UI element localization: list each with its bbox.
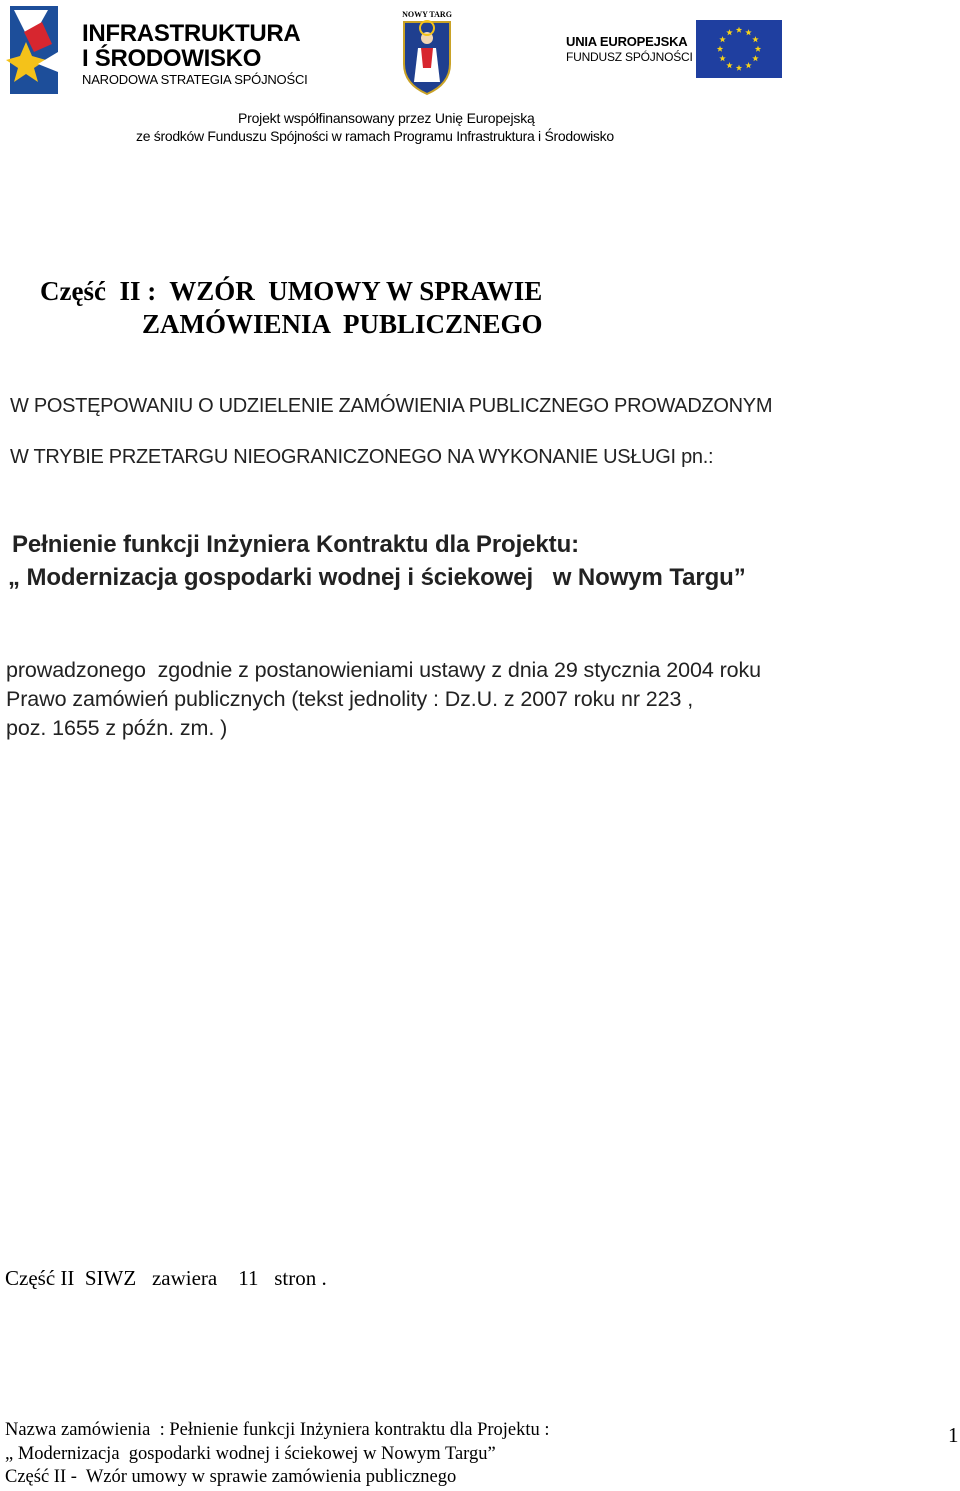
document-title-line1: Część II : WZÓR UMOWY W SPRAWIE: [40, 276, 543, 306]
procedure-line1: W POSTĘPOWANIU O UDZIELENIE ZAMÓWIENIA PUBLICZNEGO PROWADZONYM: [10, 395, 773, 417]
footer-line2: „ Modernizacja gospodarki wodnej i ściekowej w Nowym Targu”: [5, 1444, 496, 1464]
footer-line3: Część II - Wzór umowy w sprawie zamówienia publicznego: [5, 1467, 457, 1487]
logo-subtitle: NARODOWA STRATEGIA SPÓJNOŚCI: [82, 72, 308, 87]
cofinancing-line1: Projekt współfinansowany przez Unię Europejską: [238, 110, 535, 126]
eu-subtitle: FUNDUSZ SPÓJNOŚCI: [566, 50, 693, 64]
logo-title-line1: INFRASTRUKTURA: [82, 20, 301, 47]
eu-title: UNIA EUROPEJSKA: [566, 34, 688, 49]
eu-flag-icon: [696, 20, 782, 78]
legal-basis-line2: Prawo zamówień publicznych (tekst jednolity : Dz.U. z 2007 roku nr 223 ,: [6, 687, 694, 711]
footer-line1: Nazwa zamówienia : Pełnienie funkcji Inżyniera kontraktu dla Projektu :: [5, 1420, 550, 1440]
cofinancing-line2: ze środków Funduszu Spójności w ramach Programu Infrastruktura i Środowisko: [136, 128, 614, 144]
page-number: 1: [948, 1423, 959, 1447]
legal-basis-line3: poz. 1655 z późn. zm. ): [6, 716, 228, 740]
nss-star-logo-icon: [4, 2, 84, 98]
nowy-targ-label: NOWY TARG: [402, 10, 452, 19]
procedure-line2: W TRYBIE PRZETARGU NIEOGRANICZONEGO NA WYKONANIE USŁUGI pn.:: [10, 446, 714, 468]
pages-count-note: Część II SIWZ zawiera 11 stron .: [5, 1266, 327, 1290]
legal-basis-line1: prowadzonego zgodnie z postanowieniami ustawy z dnia 29 stycznia 2004 roku: [6, 658, 762, 682]
nowy-targ-coat-of-arms-icon: [398, 8, 456, 96]
subject-line2: „ Modernizacja gospodarki wodnej i ściekowej w Nowym Targu”: [8, 564, 746, 591]
logo-title-line2: I ŚRODOWISKO: [82, 45, 262, 72]
subject-line1: Pełnienie funkcji Inżyniera Kontraktu dla Projektu:: [12, 531, 580, 558]
document-title-line2: ZAMÓWIENIA PUBLICZNEGO: [142, 309, 543, 339]
